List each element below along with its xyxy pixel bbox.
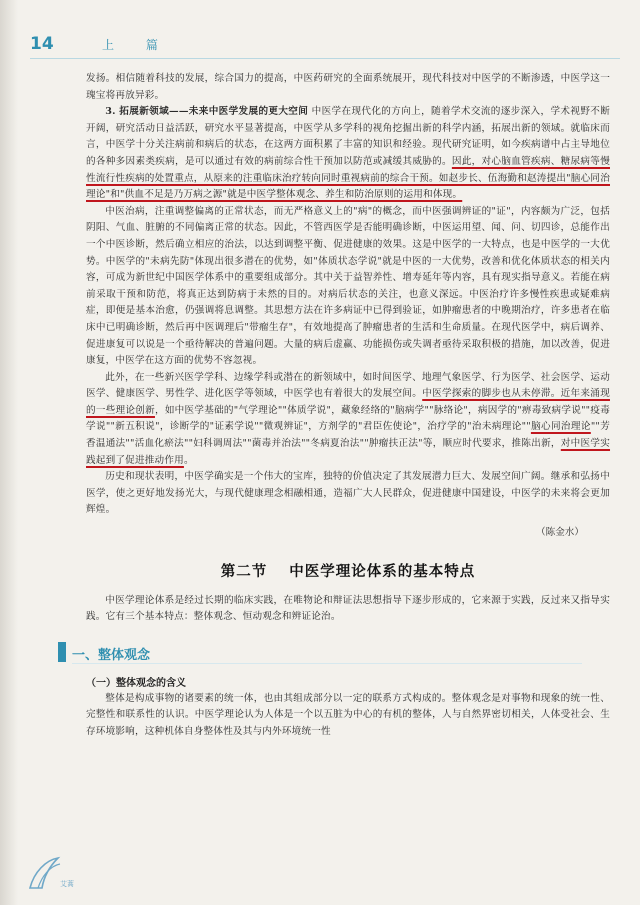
paragraph-text: ，如中医学基础的"气学理论""体质学说"，藏象经络的"脑病学""脉络论"，病因学的"痹毒致病学说""疫毒学说""新五积说"，诊断学的"证素学说""微观辨证"，方剂学的"君臣佐使论"，治疗学的"治未病理论"" — [86, 404, 610, 433]
paragraph — [86, 104, 610, 204]
paragraph-text: ""芳香温通法""活血化瘀法""妇科调周法""菌毒并治法""冬病夏治法""肿瘤扶正法"等，顺应时代要求，推陈出新， — [86, 421, 610, 450]
underlined-text: 因此，对心脑血管疾病、糖尿病等慢性流行性疾病的处置重点，从原来的注重临床治疗转向同时重视病前的综合干预。如赵步长、伍海勤和赵涛提出"脑心同治理论"和"供血不足是乃万病之源"就是中医学整体观念、养生和防治原则的运用和体现。 — [86, 155, 610, 201]
heading-level-1 — [58, 642, 610, 662]
paragraph-text: 整体是构成事物的诸要素的统一体，也由其组成部分以一定的联系方式构成的。整体观念是对事物和现象的统一性、完整性和联系性的认识。中医学理论认为人体是一个以五脏为中心的有机的整体，人与自然界密切相关，人体受社会、生存环境影响，这种机体自身整体性及其与内外环境统一性 — [86, 692, 610, 737]
paragraph-text: 发扬。相信随着科技的发展，综合国力的提高，中医药研究的全面系统展开，现代科技对中医学的不断渗透，中医学这一瑰宝将再放异彩。 — [86, 73, 610, 101]
underlined-text: 脑心同治理论 — [530, 421, 591, 433]
publisher-logo — [24, 852, 84, 892]
paragraph-text: 历史和现状表明，中医学确实是一个伟大的宝库，独特的价值决定了其发展潜力巨大、发展空间广阔。继承和弘扬中医学，使之更好地发扬光大，与现代健康理念相融相通，造福广大人民群众，促进健康中国建设，中医学的未来将会更加辉煌。 — [86, 471, 610, 516]
paragraph — [86, 370, 610, 470]
section-number: 第二节 — [220, 563, 268, 580]
paragraph — [86, 71, 610, 104]
part-label: 上 篇 — [102, 38, 172, 52]
heading-level-2: （一）整体观念的含义 — [86, 677, 186, 689]
heading-rule — [72, 663, 582, 664]
paragraph — [86, 204, 610, 370]
section-intro — [86, 593, 610, 626]
paragraph-text: 中医学理论体系是经过长期的临床实践，在唯物论和辩证法思想指导下逐步形成的，它来源于实践，反过来又指导实践。它有三个基本特点：整体观念、恒动观念和辨证论治。 — [86, 594, 610, 623]
paragraph-text: 此外，在一些新兴医学学科、边缘学科或潜在的新领域中，如时间医学、地理气象医学、行为医学、社会医学、运动医学、健康医学、男性学、进化医学等领域，中医学也有着很大的发展空间。 — [86, 371, 610, 400]
subheading-inline: 3. 拓展新领域——未来中医学发展的更大空间 — [105, 106, 309, 118]
paragraph-text: 。 — [183, 454, 194, 466]
paragraph-text: 中医治病，注重调整偏离的正常状态，而无严格意义上的"病"的概念，而中医强调辨证的"证"，内容颇为广泛，包括阴阳、气血、脏腑的不同偏离正常的状态。因此，不管西医学是否能明确诊断，中医运用望、闻、问、切四诊，总能作出一个中医诊断，然后确立相应的治法，以达到调整平衡、促进健康的效果。这是中医学的一大特点，也是中医学的一大优势。中医学的"未病先防"体现出很多潜在的优势，如"体质状态学说"就是中医的一大优势，改善和优化体质状态的相关内容，可成为新世纪中国医学体系中的重要组成部分。其中关于益智养性、增寿延年等内容，具有现实指导意义。若能在病前采取干预和防范，将真正达到防病于未然的目的。对病后状态的关注，也意义深远。中医治疗许多慢性疾患或疑难病症，即便是基本治愈，仍强调将息调整。其思想方法在许多病证中已得到验证，如肿瘤患者的中晚期治疗，许多患者在临床中已明确诊断，然后再中医调理后"带瘤生存"，有效地提高了肿瘤患者的生活和生命质量。在现代医学中，病后调养、促进康复可以说是一个亟待解决的普遍问题。大量的病后虚赢、功能损伤或失调者亟待采取积极的措施，加以改善，促进康复，中医学在这方面的优势不容忽视。 — [86, 205, 610, 367]
page-number: 14 — [30, 34, 54, 54]
page-body — [72, 71, 611, 741]
section-title-text: 中医学理论体系的基本特点 — [289, 563, 476, 580]
paragraph-text: 中医学在现代化的方向上，随着学术交流的逐步深入，学术视野不断开阔，研究活动日益活跃，研究水平显著提高，中医学从多学科的视角挖掘出新的科学内涵，拓展出新的领域。就临床而言，中医学十分关注病前和病后的状态，在这两方面积累了丰富的知识和经验。现代研究证明，如今疾病谱中占主导地位的各种多因素类疾病，是可以通过有效的病前综合性干预加以防范或减缓其威胁的。 — [86, 106, 611, 167]
page-gutter-shadow — [0, 0, 18, 905]
leaf-logo-icon — [24, 852, 84, 892]
heading-marker — [58, 642, 66, 662]
page-header — [30, 34, 620, 56]
heading-level-1-text: 一、整体观念 — [72, 647, 151, 663]
underlined-text: 中医学探索的脚步也从未停滞。近年来涌现的一些理论创新 — [86, 388, 610, 416]
header-rule — [30, 58, 620, 59]
underlined-text: 对中医学实践起到了促进推动作用 — [86, 438, 611, 466]
author-credit: （陈金水） — [536, 527, 584, 539]
section-title — [86, 560, 610, 581]
svg-text:艾蒿: 艾蒿 — [60, 880, 74, 888]
paragraph — [86, 691, 610, 741]
paragraph — [86, 469, 610, 519]
